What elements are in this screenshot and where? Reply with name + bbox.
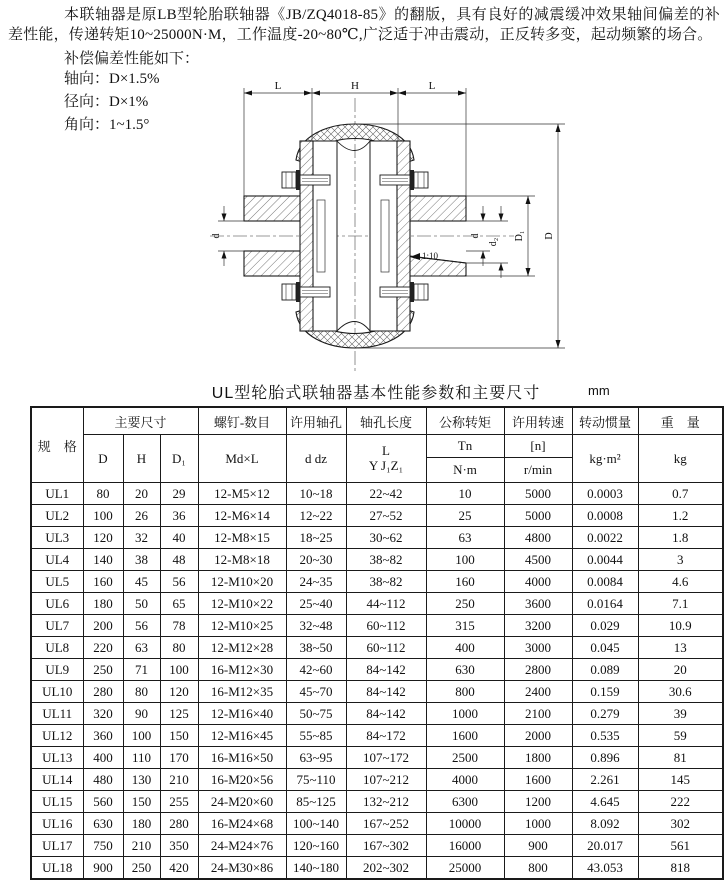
table-cell: 0.7 — [638, 483, 723, 505]
table-cell: 12-M8×18 — [198, 549, 286, 571]
table-cell: 320 — [83, 703, 123, 725]
table-cell: 2800 — [504, 659, 572, 681]
header-col-d: D — [83, 435, 123, 483]
header-col-d1: D₁ — [160, 435, 198, 483]
table-cell: 120~160 — [286, 835, 346, 857]
table-cell: 202~302 — [346, 857, 426, 880]
spec-axial: 轴向：D×1.5% — [64, 71, 160, 87]
header-spec: 规 格 — [31, 407, 83, 483]
dim-label-d-left: d — [211, 233, 222, 239]
table-cell: 3000 — [504, 637, 572, 659]
table-cell: 255 — [160, 791, 198, 813]
table-cell: 170 — [160, 747, 198, 769]
table-cell: 30~62 — [346, 527, 426, 549]
table-cell: 480 — [83, 769, 123, 791]
table-cell: 140 — [83, 549, 123, 571]
table-cell: 167~302 — [346, 835, 426, 857]
table-cell: 0.089 — [572, 659, 638, 681]
table-cell: 12-M6×14 — [198, 505, 286, 527]
dim-label-h: H — [351, 80, 359, 92]
row-spec: UL1 — [31, 483, 83, 505]
table-cell: 315 — [426, 615, 504, 637]
table-cell: 48 — [160, 549, 198, 571]
header-torque-group: 公称转矩 — [426, 407, 504, 435]
table-cell: 84~142 — [346, 681, 426, 703]
table-cell: 100 — [160, 659, 198, 681]
table-cell: 100 — [123, 725, 160, 747]
table-cell: 630 — [83, 813, 123, 835]
compensation-specs — [64, 68, 160, 137]
table-cell: 16-M12×30 — [198, 659, 286, 681]
table-cell: 160 — [426, 571, 504, 593]
header-inertia-unit: kg·m² — [572, 435, 638, 483]
table-cell: 0.045 — [572, 637, 638, 659]
table-row — [31, 483, 723, 505]
table-cell: 400 — [426, 637, 504, 659]
table-cell: 24-M24×76 — [198, 835, 286, 857]
table-cell: 280 — [83, 681, 123, 703]
table-cell: 210 — [123, 835, 160, 857]
table-title: UL型轮胎式联轴器基本性能参数和主要尺寸 — [211, 385, 541, 402]
table-cell: 145 — [638, 769, 723, 791]
table-cell: 16000 — [426, 835, 504, 857]
table-cell: 250 — [426, 593, 504, 615]
header-main-dims: 主要尺寸 — [83, 407, 198, 435]
header-len-group: 轴孔长度 — [346, 407, 426, 435]
header-bore-group: 许用轴孔 — [286, 407, 346, 435]
table-cell: 2400 — [504, 681, 572, 703]
table-cell: 80 — [123, 681, 160, 703]
table-cell: 0.0003 — [572, 483, 638, 505]
table-row — [31, 791, 723, 813]
header-screw-group: 螺钉-数目 — [198, 407, 286, 435]
table-cell: 84~142 — [346, 703, 426, 725]
table-row — [31, 725, 723, 747]
row-spec: UL7 — [31, 615, 83, 637]
table-row — [31, 703, 723, 725]
table-cell: 110 — [123, 747, 160, 769]
row-spec: UL10 — [31, 681, 83, 703]
table-cell: 63~95 — [286, 747, 346, 769]
table-cell: 4.6 — [638, 571, 723, 593]
table-cell: 4000 — [504, 571, 572, 593]
table-cell: 220 — [83, 637, 123, 659]
table-cell: 250 — [123, 857, 160, 880]
dim-label-d1-dia: D₁ — [514, 230, 525, 242]
table-cell: 36 — [160, 505, 198, 527]
table-cell: 45 — [123, 571, 160, 593]
header-speed-unit: r/min — [504, 458, 572, 483]
parameters-table — [30, 406, 724, 880]
table-cell: 180 — [83, 593, 123, 615]
taper-label: 1:10 — [422, 251, 439, 261]
table-cell: 10 — [426, 483, 504, 505]
table-cell: 63 — [123, 637, 160, 659]
table-cell: 0.0084 — [572, 571, 638, 593]
table-cell: 42~60 — [286, 659, 346, 681]
table-cell: 4500 — [504, 549, 572, 571]
table-row — [31, 769, 723, 791]
table-cell: 50 — [123, 593, 160, 615]
table-row — [31, 505, 723, 527]
table-cell: 8.092 — [572, 813, 638, 835]
table-body — [31, 483, 723, 880]
table-cell: 59 — [638, 725, 723, 747]
table-cell: 25000 — [426, 857, 504, 880]
table-cell: 80 — [160, 637, 198, 659]
table-cell: 818 — [638, 857, 723, 880]
table-cell: 38~50 — [286, 637, 346, 659]
table-cell: 38 — [123, 549, 160, 571]
table-cell: 78 — [160, 615, 198, 637]
header-screw-sub: Md×L — [198, 435, 286, 483]
row-spec: UL5 — [31, 571, 83, 593]
table-cell: 29 — [160, 483, 198, 505]
header-len-line2: Y J₁Z₁ — [368, 457, 404, 473]
table-cell: 12~22 — [286, 505, 346, 527]
table-cell: 0.0164 — [572, 593, 638, 615]
table-cell: 150 — [123, 791, 160, 813]
table-cell: 2500 — [426, 747, 504, 769]
table-cell: 0.535 — [572, 725, 638, 747]
table-cell: 140~180 — [286, 857, 346, 880]
table-cell: 12-M10×22 — [198, 593, 286, 615]
table-cell: 0.0022 — [572, 527, 638, 549]
table-cell: 32 — [123, 527, 160, 549]
table-cell: 12-M5×12 — [198, 483, 286, 505]
table-row — [31, 549, 723, 571]
table-cell: 65 — [160, 593, 198, 615]
table-cell: 1.2 — [638, 505, 723, 527]
table-cell: 60~112 — [346, 615, 426, 637]
table-cell: 750 — [83, 835, 123, 857]
tire-inner-top-profile — [337, 141, 370, 151]
coupling-section-drawing — [170, 78, 580, 378]
table-cell: 63 — [426, 527, 504, 549]
table-cell: 16-M24×68 — [198, 813, 286, 835]
table-cell: 7.1 — [638, 593, 723, 615]
table-row — [31, 527, 723, 549]
table-cell: 16-M20×56 — [198, 769, 286, 791]
table-cell: 30.6 — [638, 681, 723, 703]
row-spec: UL17 — [31, 835, 83, 857]
right-flange — [397, 141, 410, 331]
dim-label-d-right: d — [470, 233, 481, 239]
table-cell: 3600 — [504, 593, 572, 615]
dim-label-l-left: L — [274, 80, 282, 92]
row-spec: UL3 — [31, 527, 83, 549]
row-spec: UL15 — [31, 791, 83, 813]
table-cell: 900 — [83, 857, 123, 880]
table-cell: 38~82 — [346, 571, 426, 593]
row-spec: UL4 — [31, 549, 83, 571]
table-cell: 360 — [83, 725, 123, 747]
table-cell: 6300 — [426, 791, 504, 813]
row-spec: UL14 — [31, 769, 83, 791]
table-cell: 84~142 — [346, 659, 426, 681]
table-cell: 100~140 — [286, 813, 346, 835]
table-cell: 55~85 — [286, 725, 346, 747]
table-row — [31, 747, 723, 769]
table-cell: 2.261 — [572, 769, 638, 791]
header-len-sub — [346, 435, 426, 483]
table-cell: 16-M16×50 — [198, 747, 286, 769]
table-cell: 20 — [123, 483, 160, 505]
table-cell: 280 — [160, 813, 198, 835]
table-cell: 39 — [638, 703, 723, 725]
table-cell: 45~70 — [286, 681, 346, 703]
table-cell: 56 — [123, 615, 160, 637]
spec-radial: 径向：D×1% — [64, 94, 149, 110]
right-keyway — [381, 200, 389, 272]
header-torque-sym: Tn — [426, 435, 504, 458]
table-cell: 100 — [426, 549, 504, 571]
table-cell: 132~212 — [346, 791, 426, 813]
table-cell: 1600 — [426, 725, 504, 747]
table-cell: 43.053 — [572, 857, 638, 880]
table-cell: 200 — [83, 615, 123, 637]
table-row — [31, 813, 723, 835]
dim-label-d-outer: D — [544, 232, 555, 240]
table-cell: 0.896 — [572, 747, 638, 769]
header-weight-group: 重 量 — [638, 407, 723, 435]
table-row — [31, 681, 723, 703]
table-cell: 85~125 — [286, 791, 346, 813]
table-cell: 75~110 — [286, 769, 346, 791]
tire-inner-bottom-profile — [337, 322, 370, 332]
table-cell: 71 — [123, 659, 160, 681]
table-cell: 5000 — [504, 505, 572, 527]
table-cell: 210 — [160, 769, 198, 791]
table-cell: 25 — [426, 505, 504, 527]
table-cell: 167~252 — [346, 813, 426, 835]
table-cell: 44~112 — [346, 593, 426, 615]
table-cell: 12-M8×15 — [198, 527, 286, 549]
table-row — [31, 637, 723, 659]
table-cell: 20~30 — [286, 549, 346, 571]
table-cell: 0.279 — [572, 703, 638, 725]
table-cell: 0.029 — [572, 615, 638, 637]
row-spec: UL8 — [31, 637, 83, 659]
table-cell: 12-M10×20 — [198, 571, 286, 593]
table-row — [31, 659, 723, 681]
table-cell: 90 — [123, 703, 160, 725]
row-spec: UL6 — [31, 593, 83, 615]
row-spec: UL9 — [31, 659, 83, 681]
table-cell: 120 — [160, 681, 198, 703]
table-cell: 40 — [160, 527, 198, 549]
table-cell: 20 — [638, 659, 723, 681]
header-speed-group: 许用转速 — [504, 407, 572, 435]
table-cell: 3 — [638, 549, 723, 571]
table-row — [31, 615, 723, 637]
table-cell: 130 — [123, 769, 160, 791]
table-cell: 1000 — [426, 703, 504, 725]
table-cell: 1200 — [504, 791, 572, 813]
table-cell: 107~212 — [346, 769, 426, 791]
table-cell: 800 — [504, 857, 572, 880]
table-cell: 10.9 — [638, 615, 723, 637]
table-cell: 1000 — [504, 813, 572, 835]
table-cell: 24-M20×60 — [198, 791, 286, 813]
table-cell: 10000 — [426, 813, 504, 835]
header-col-h: H — [123, 435, 160, 483]
table-cell: 100 — [83, 505, 123, 527]
table-cell: 13 — [638, 637, 723, 659]
left-keyway — [317, 200, 325, 272]
table-cell: 1600 — [504, 769, 572, 791]
header-bore-sub: d dz — [286, 435, 346, 483]
table-cell: 5000 — [504, 483, 572, 505]
row-spec: UL12 — [31, 725, 83, 747]
table-cell: 10~18 — [286, 483, 346, 505]
table-cell: 22~42 — [346, 483, 426, 505]
table-cell: 4800 — [504, 527, 572, 549]
header-torque-unit: N·m — [426, 458, 504, 483]
row-spec: UL2 — [31, 505, 83, 527]
header-inertia-group: 转动惯量 — [572, 407, 638, 435]
table-cell: 12-M12×28 — [198, 637, 286, 659]
row-spec: UL16 — [31, 813, 83, 835]
table-cell: 12-M16×45 — [198, 725, 286, 747]
table-cell: 561 — [638, 835, 723, 857]
table-cell: 222 — [638, 791, 723, 813]
table-cell: 4000 — [426, 769, 504, 791]
table-cell: 38~82 — [346, 549, 426, 571]
table-cell: 50~75 — [286, 703, 346, 725]
table-cell: 800 — [426, 681, 504, 703]
table-cell: 26 — [123, 505, 160, 527]
table-cell: 125 — [160, 703, 198, 725]
table-title-row — [30, 380, 722, 402]
table-cell: 27~52 — [346, 505, 426, 527]
table-cell: 900 — [504, 835, 572, 857]
table-cell: 80 — [83, 483, 123, 505]
dim-label-l-right: L — [428, 80, 436, 92]
table-row — [31, 571, 723, 593]
table-cell: 150 — [160, 725, 198, 747]
table-cell: 1.8 — [638, 527, 723, 549]
unit-label: mm — [588, 383, 610, 398]
table-cell: 81 — [638, 747, 723, 769]
table-row — [31, 835, 723, 857]
table-cell: 2000 — [504, 725, 572, 747]
table-cell: 350 — [160, 835, 198, 857]
table-cell: 250 — [83, 659, 123, 681]
table-cell: 107~172 — [346, 747, 426, 769]
table-cell: 16-M12×35 — [198, 681, 286, 703]
table-cell: 2100 — [504, 703, 572, 725]
table-cell: 24~35 — [286, 571, 346, 593]
row-spec: UL13 — [31, 747, 83, 769]
table-cell: 24-M30×86 — [198, 857, 286, 880]
row-spec: UL18 — [31, 857, 83, 880]
table-cell: 60~112 — [346, 637, 426, 659]
table-cell: 1800 — [504, 747, 572, 769]
dim-label-d2: d₂ — [488, 237, 499, 247]
table-cell: 12-M16×40 — [198, 703, 286, 725]
table-cell: 0.159 — [572, 681, 638, 703]
compensation-note: 补偿偏差性能如下： — [64, 51, 200, 67]
table-cell: 18~25 — [286, 527, 346, 549]
table-cell: 25~40 — [286, 593, 346, 615]
row-spec: UL11 — [31, 703, 83, 725]
table-cell: 560 — [83, 791, 123, 813]
table-cell: 120 — [83, 527, 123, 549]
table-cell: 32~48 — [286, 615, 346, 637]
header-weight-unit: kg — [638, 435, 723, 483]
table-cell: 3200 — [504, 615, 572, 637]
intro-paragraph: 本联轴器是原LB型轮胎联轴器《JB/ZQ4018-85》的翻版，具有良好的减震缓冲效果轴间偏差的补差性能，传递转矩10~25000N·M，工作温度-20~80℃,广泛适于冲击震动，正反转多变，起动频繁的场合。 — [8, 7, 720, 43]
table-cell: 4.645 — [572, 791, 638, 813]
table-cell: 400 — [83, 747, 123, 769]
table-cell: 0.0044 — [572, 549, 638, 571]
table-cell: 160 — [83, 571, 123, 593]
table-cell: 302 — [638, 813, 723, 835]
header-speed-sym: [n] — [504, 435, 572, 458]
table-cell: 0.0008 — [572, 505, 638, 527]
table-cell: 56 — [160, 571, 198, 593]
header-len-line1: L — [382, 442, 390, 458]
table-cell: 84~172 — [346, 725, 426, 747]
left-flange — [300, 141, 313, 331]
table-cell: 20.017 — [572, 835, 638, 857]
table-cell: 180 — [123, 813, 160, 835]
table-row — [31, 857, 723, 880]
table-row — [31, 593, 723, 615]
table-cell: 630 — [426, 659, 504, 681]
table-cell: 12-M10×25 — [198, 615, 286, 637]
spec-angular: 角向：1~1.5° — [64, 117, 150, 133]
table-cell: 420 — [160, 857, 198, 880]
